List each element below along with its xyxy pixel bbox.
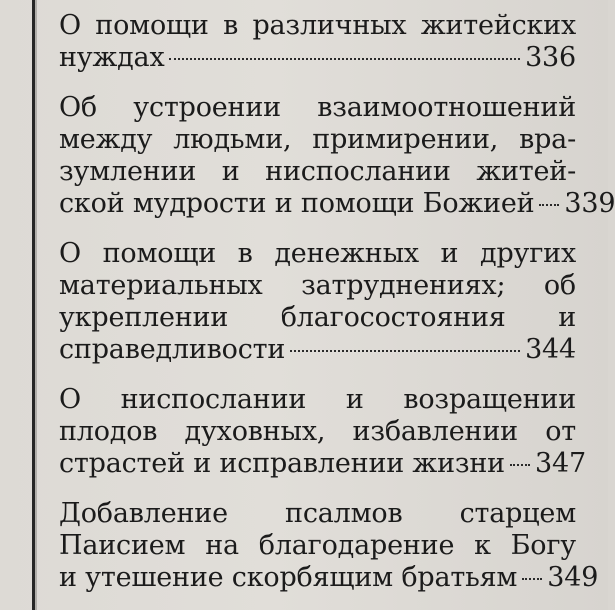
page-number: 349 xyxy=(547,562,599,593)
toc-entry-text-line: зумлении и ниспослании житей- xyxy=(59,156,576,187)
toc-entry-text-line: Об устроении взаимоотношений xyxy=(59,92,576,123)
page-number: 344 xyxy=(525,334,576,365)
toc-entry-text-line: между людьми, примирении, вра- xyxy=(59,124,576,155)
page-number: 339 xyxy=(564,188,615,219)
toc-entry-text-line: укреплении благосостояния и xyxy=(59,302,576,333)
toc-entry-text-line: О помощи в различных житейских xyxy=(59,10,576,41)
toc-entry xyxy=(59,498,599,594)
toc-entry xyxy=(59,10,576,74)
toc-entry-text-line: страстей и исправлении жизни xyxy=(59,448,505,479)
table-of-contents xyxy=(59,10,615,594)
toc-entry-text-line: материальных затруднениях; об xyxy=(59,270,576,301)
toc-entry-text-line: Добавление псалмов старцем xyxy=(59,498,576,529)
dot-leader xyxy=(522,578,542,580)
toc-entry-last-line xyxy=(59,334,576,366)
toc-entry-last-line xyxy=(59,188,615,220)
toc-entry-text-line: справедливости xyxy=(59,334,286,365)
toc-entry-text-line: ской мудрости и помощи Божией xyxy=(59,188,535,219)
toc-entry-last-line xyxy=(59,562,599,594)
toc-entry xyxy=(59,92,615,220)
toc-entry-last-line xyxy=(59,42,576,74)
page-number: 347 xyxy=(534,448,586,479)
toc-entry-text-line: и утешение скорбящим братьям xyxy=(59,562,518,593)
page-number: 336 xyxy=(525,42,576,73)
page-gutter-shadow xyxy=(35,0,37,610)
toc-entry-text-line: О ниспослании и возращении xyxy=(59,384,576,415)
toc-entry-text-line: О помощи в денежных и других xyxy=(59,238,576,269)
toc-entry-text-line: Паисием на благодарение к Богу xyxy=(59,530,576,561)
toc-entry xyxy=(59,238,576,366)
dot-leader xyxy=(290,350,520,352)
toc-entry-last-line xyxy=(59,448,586,480)
dot-leader xyxy=(510,464,530,466)
dot-leader xyxy=(169,58,520,60)
dot-leader xyxy=(539,204,559,206)
toc-entry xyxy=(59,384,586,480)
toc-entry-text-line: нуждах xyxy=(59,42,165,73)
toc-entry-text-line: плодов духовных, избавлении от xyxy=(59,416,576,447)
